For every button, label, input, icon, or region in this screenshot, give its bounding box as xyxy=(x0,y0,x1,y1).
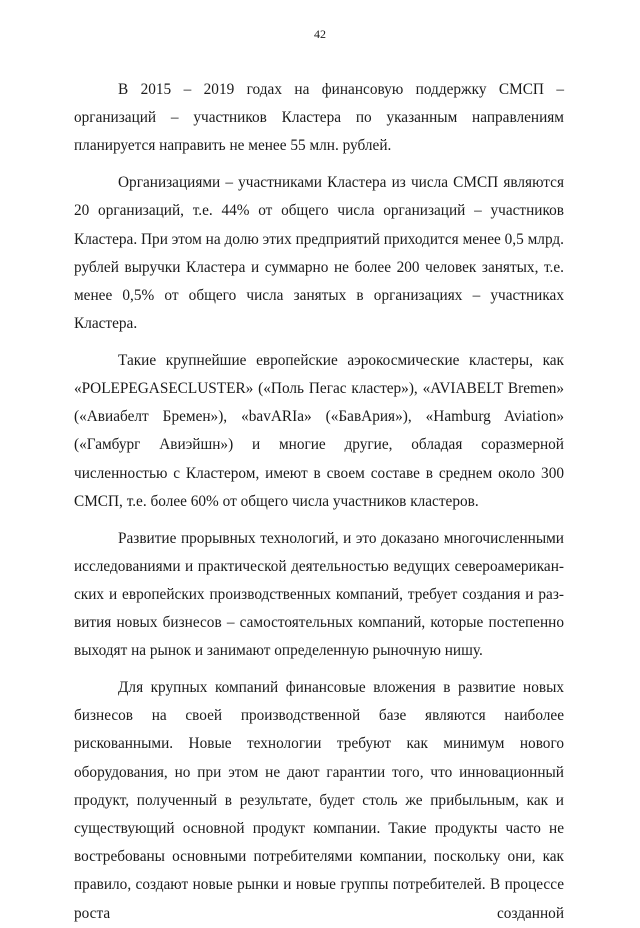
paragraph-sme-funding: В 2015 – 2019 годах на финансовую поддержку СМСП – организаций – участников Кластера по указанным направлениям планируется направить не менее 55 млн. рублей. xyxy=(74,81,564,155)
paragraph-breakthrough-technologies: Развитие прорывных технологий, и это доказано многочисленными исследованиями и практической деятельностью ведущих североамериканских и европейских производственных компаний, требует создания и развития новых бизнесов – самостоятельных компаний, которые постепенно выходят на рынок и занимают определенную рыночную нишу. xyxy=(74,529,564,660)
page-number: 42 xyxy=(314,27,326,41)
paragraph-cluster-sme-share: Организациями – участниками Кластера из числа СМСП являются 20 организаций, т.е. 44% от общего числа организаций – участников Кластера. При этом на долю этих предприятий приходится менее 0,5 млрд. рублей выручки Кластера и суммарно не более 200 человек занятых, т.е. менее 0,5% от общего числа занятых в организациях – участниках Кластера. xyxy=(74,174,564,333)
paragraph-large-company-risks: Для крупных компаний финансовые вложения в развитие новых бизнесов на своей производственной базе являются наиболее рискованными. Новые технологии требуют как минимум нового оборудования, но при этом не дают гарантии того, что инновационный продукт, полученный в результате, будет столь же прибыльным, как и существующий основной продукт компании. Такие продукты часто не востребованы основными потребителями компании, поскольку они, как правило, создают новые рынки и новые группы потребителей. В процессе роста созданной xyxy=(74,679,564,922)
document-body xyxy=(74,76,564,928)
paragraph-european-clusters: Такие крупнейшие европейские аэрокосмические кластеры, как «POLEPEGASECLUSTER» («Поль Пегас кластер»), «AVIABELT Bremen» («Авиабелт Бремен»), «bavARIa» («БавАрия»), «Hamburg Aviation» («Гамбург Авиэйшн») и многие другие, обладая соразмерной численностью с Кластером, имеют в своем составе в среднем около 300 СМСП, т.е. более 60% от общего числа участников кластеров. xyxy=(74,351,564,510)
